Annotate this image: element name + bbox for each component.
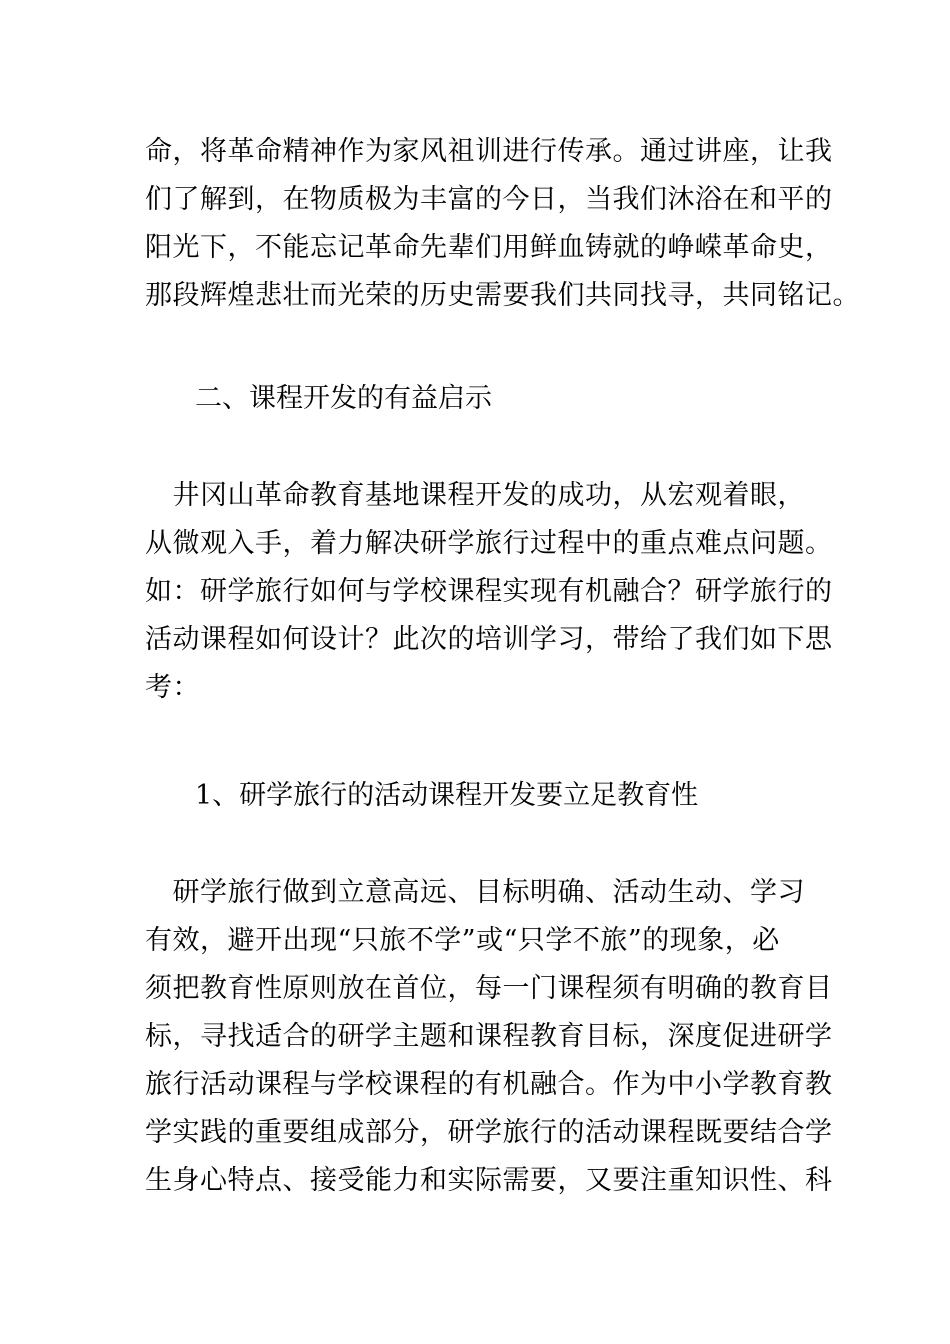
text-line: 活动课程如何设计？此次的培训学习，带给了我们如下思 [145,624,833,655]
paragraph-jinggangshan-course [145,472,833,712]
text-line: 如：研学旅行如何与学校课程实现有机融合？研学旅行的 [145,576,833,607]
text-line: 研学旅行做到立意高远、目标明确、活动生动、学习 [145,877,805,908]
text-line: 们了解到，在物质极为丰富的今日，当我们沐浴在和平的 [145,184,833,215]
text-line: 那段辉煌悲壮而光荣的历史需要我们共同找寻，共同铭记。 [145,280,860,311]
subsection-heading-educational: 1、研学旅行的活动课程开发要立足教育性 [195,780,699,811]
paragraph-revolutionary-spirit [145,128,860,320]
text-line: 旅行活动课程与学校课程的有机融合。作为中小学教育教 [145,1069,833,1100]
text-line: 考： [145,672,200,703]
text-line: 井冈山革命教育基地课程开发的成功，从宏观着眼， [145,480,805,511]
text-line: 有效，避开出现“只旅不学”或“只学不旅”的现象，必 [145,925,780,956]
text-line: 须把教育性原则放在首位，每一门课程须有明确的教育目 [145,973,833,1004]
text-line: 学实践的重要组成部分，研学旅行的活动课程既要结合学 [145,1117,833,1148]
text-line: 从微观入手，着力解决研学旅行过程中的重点难点问题。 [145,528,833,559]
text-line: 标，寻找适合的研学主题和课程教育目标，深度促进研学 [145,1021,833,1052]
text-line: 命，将革命精神作为家风祖训进行传承。通过讲座，让我 [145,136,833,167]
section-heading-course-insights: 二、课程开发的有益启示 [195,383,492,414]
paragraph-study-travel [145,869,833,1205]
text-line: 阳光下，不能忘记革命先辈们用鲜血铸就的峥嵘革命史， [145,232,833,263]
text-line: 生身心特点、接受能力和实际需要，又要注重知识性、科 [145,1165,833,1196]
